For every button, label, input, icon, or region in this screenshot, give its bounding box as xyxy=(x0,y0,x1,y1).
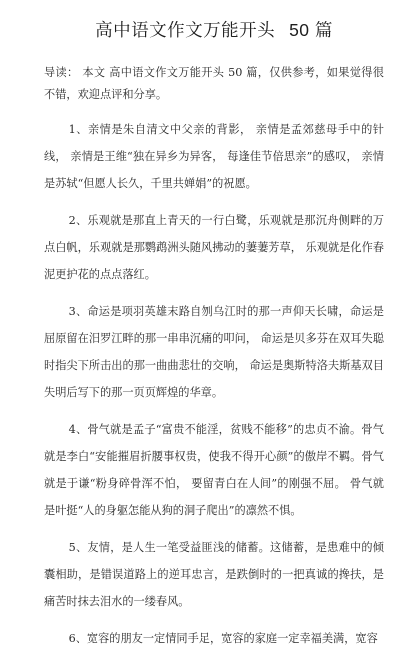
page-title xyxy=(44,12,384,48)
intro-paragraph: 导读： 本文 高中语文作文万能开头 50 篇，仅供参考，如果觉得很不错，欢迎点评和分享。 xyxy=(44,66,384,101)
paragraph-3: 3、命运是项羽英雄末路自刎乌江时的那一声仰天长啸，命运是屈原留在汨罗江畔的那一串串沉痛的叩问， 命运是贝多芬在双耳失聪时指尖下所击出的那一曲曲悲壮的交响， 命运是奥斯特洛夫斯基双目失明后写下的那一页页辉煌的华章。 xyxy=(44,305,384,399)
title-text: 高中语文作文万能开头 xyxy=(95,21,276,41)
paragraph-5: 5、友情，是人生一笔受益匪浅的储蓄。这储蓄，是患难中的倾囊相助，是错误道路上的逆耳忠言，是跌倒时的一把真诚的搀扶，是痛苦时抹去泪水的一缕春风。 xyxy=(44,541,384,608)
paragraph-2: 2、乐观就是那直上青天的一行白鹭，乐观就是那沉舟侧畔的万点白帆，乐观就是那鹦鹉洲头随风拂动的萋萋芳草， 乐观就是化作春泥更护花的点点落红。 xyxy=(44,214,384,281)
paragraph-4: 4、骨气就是孟子“富贵不能淫，贫贱不能移”的忠贞不渝。骨气就是李白“安能摧眉折腰事权贵，使我不得开心颜”的傲岸不羁。骨气就是于谦“粉身碎骨浑不怕， 要留青白在人间”的刚强不屈。 骨气就是叶挺“人的身躯怎能从狗的洞子爬出”的凛然不惧。 xyxy=(44,423,384,517)
paragraph-6: 6、宽容的朋友一定情同手足，宽容的家庭一定幸福美满，宽容 xyxy=(68,632,378,645)
title-count: 50 篇 xyxy=(289,20,333,40)
paragraph-1: 1、亲情是朱自清文中父亲的背影， 亲情是孟郊慈母手中的针线， 亲情是王维“独在异乡为异客， 每逢佳节倍思亲”的感叹， 亲情是苏轼“但愿人长久，千里共婵娟”的祝愿。 xyxy=(44,123,384,190)
